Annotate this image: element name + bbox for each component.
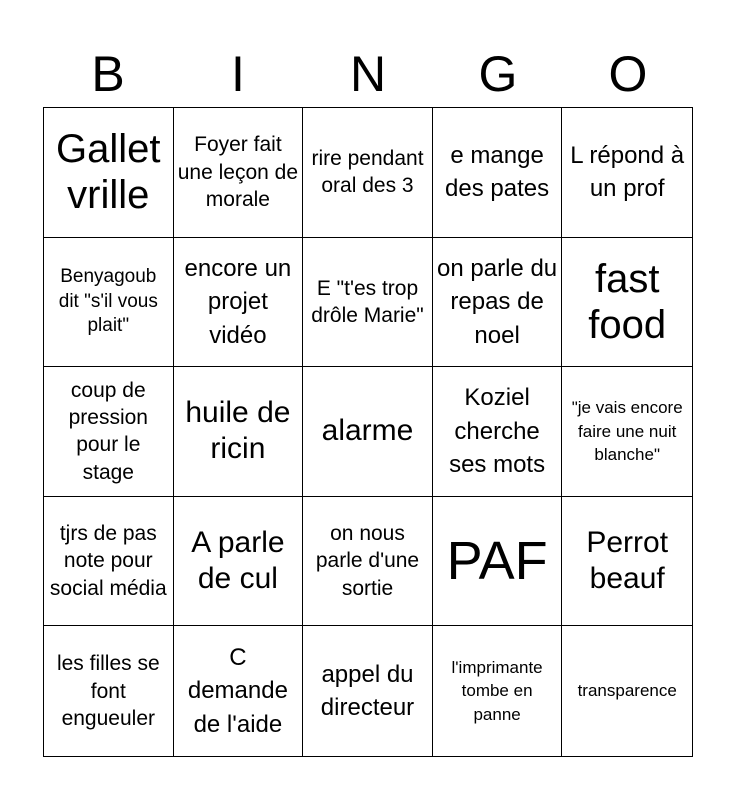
bingo-cell[interactable]: transparence [577,681,677,701]
bingo-cell[interactable]: PAF [433,497,563,627]
bingo-cell[interactable]: Perrot beauf [562,497,692,627]
bingo-cell[interactable]: coup de pression pour le stage [44,367,174,497]
bingo-cell[interactable]: Koziel cherche ses mots [433,367,563,497]
bingo-cell[interactable]: Gallet vrille [44,108,174,238]
bingo-cell[interactable]: on parle du repas de noel [433,238,563,368]
bingo-cell[interactable]: les filles se font engueuler [44,626,174,756]
bingo-cell[interactable]: e mange des pates [433,108,563,238]
header-letter-n: N [349,46,387,102]
bingo-cell[interactable]: Benyagoub dit "s'il vous plait" [44,238,174,368]
bingo-cell[interactable]: l'imprimante tombe en panne [433,626,563,756]
bingo-cell[interactable]: A parle de cul [174,497,304,627]
header-letter-g: G [478,46,518,102]
header-letter-i: I [231,46,245,102]
bingo-header [43,40,693,108]
bingo-grid [43,107,693,757]
bingo-cell[interactable]: encore un projet vidéo [174,238,304,368]
bingo-cell[interactable]: fast food [562,238,692,368]
bingo-cell[interactable]: L répond à un prof [562,108,692,238]
bingo-cell[interactable]: rire pendant oral des 3 [303,108,433,238]
bingo-cell[interactable]: tjrs de pas note pour social média [44,497,174,627]
bingo-cell[interactable]: appel du directeur [303,626,433,756]
bingo-cell[interactable]: C demande de l'aide [174,626,304,756]
bingo-cell[interactable]: "je vais encore faire une nuit blanche" [562,367,692,497]
bingo-cell[interactable]: huile de ricin [174,367,304,497]
header-letter-b: B [91,46,125,102]
bingo-cell[interactable]: E "t'es trop drôle Marie" [303,238,433,368]
bingo-cell[interactable]: Foyer fait une leçon de morale [174,108,304,238]
bingo-cell[interactable]: on nous parle d'une sortie [303,497,433,627]
bingo-cell[interactable]: alarme [303,367,433,497]
header-letter-o: O [608,46,648,102]
